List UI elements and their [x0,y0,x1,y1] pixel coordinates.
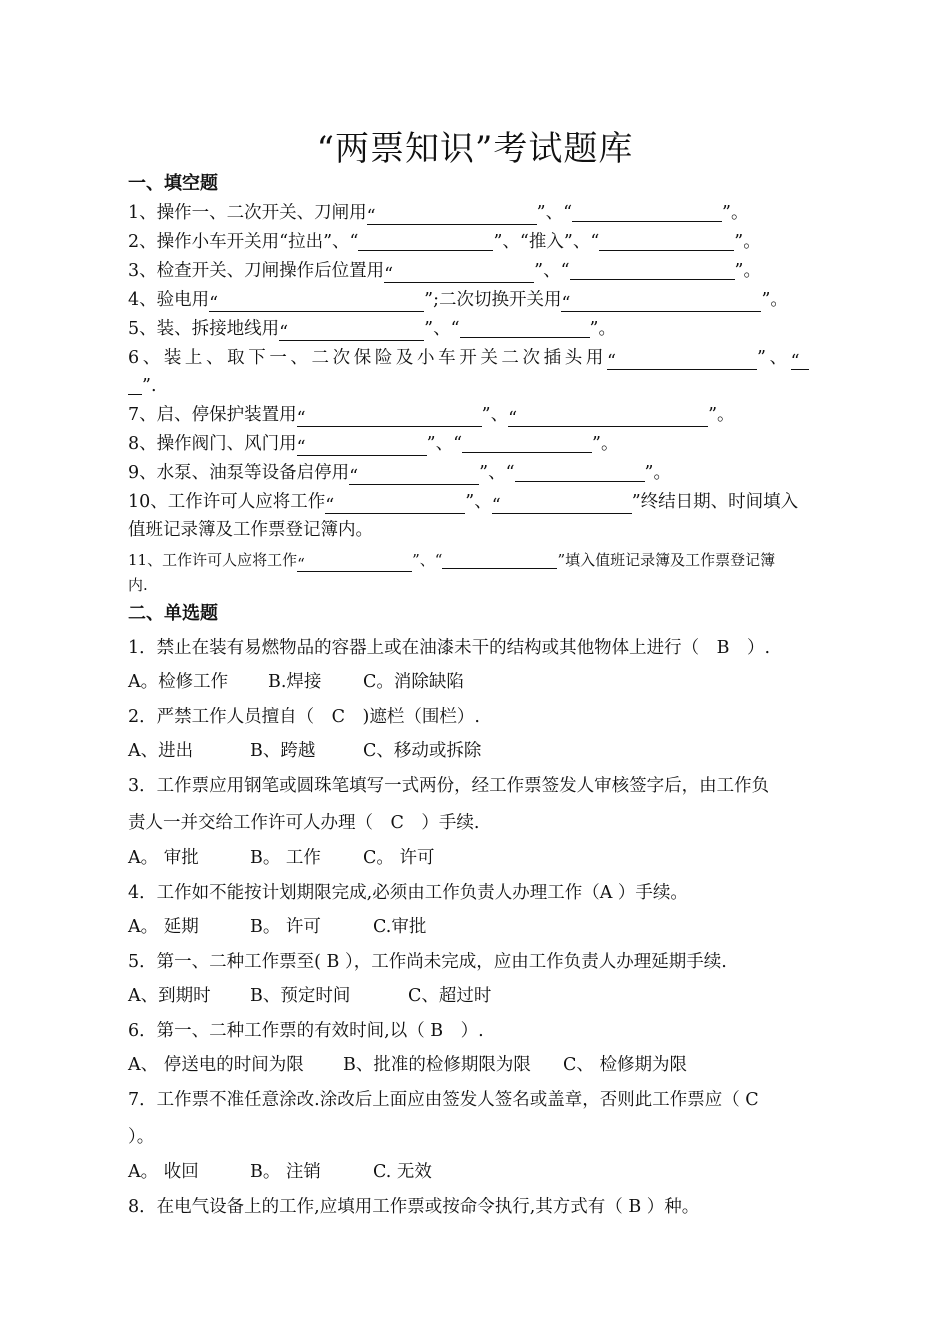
fill-question-3: 3、检查开关、刀闸操作后位置用“ ”、“ ”。 [128,261,761,285]
option-c: C、超过时 [408,986,492,1006]
answer-blank: “ [607,349,757,370]
choice-question-4: 4．工作如不能按计划期限完成,必须由工作负责人办理工作（A ）手续。 [128,883,688,903]
fill-question-2: 2、操作小车开关用“拉出”、“ ”、“推入”、“ ”。 [128,232,761,252]
answer-blank: “ [209,291,424,312]
option-a: A。 延期 [128,917,199,937]
fill-question-10-continued: 值班记录簿及工作票登记簿内。 [128,520,373,540]
option-b: B、批准的检修期限为限 [343,1055,531,1075]
answer-blank: “ [297,551,412,572]
choice-question-2: 2．严禁工作人员擅自（ C )遮栏（围栏）. [128,707,480,727]
choice-options-6 [128,1052,833,1078]
choice-options-1 [128,669,833,695]
answer-blank: “ [297,435,427,456]
choice-question-5: 5．第一、二种工作票至( B ），工作尚未完成，应由工作负责人办理延期手续. [128,952,727,972]
fill-question-9: 9、水泵、油泵等设备启停用“ ”、“ ”。 [128,463,671,487]
answer-blank [462,432,592,453]
option-b: B、跨越 [250,741,316,761]
answer-blank: “ [297,406,482,427]
fill-question-11-continued: 内. [128,576,148,594]
option-c: C。消除缺陷 [363,672,464,692]
option-c: C、 检修期为限 [563,1055,687,1075]
fill-question-7: 7、启、停保护装置用“ ”、“ ”。 [128,405,735,429]
answer-blank [358,230,493,251]
answer-blank [442,548,557,569]
fill-question-5: 5、装、拆接地线用“ ”、“ ”。 [128,319,616,343]
fill-question-11: 11、工作许可人应将工作“ ”、“ ”填入值班记录簿及工作票登记簿 [128,547,833,573]
option-b: B。 注销 [250,1162,321,1182]
choice-question-6: 6．第一、二种工作票的有效时间,以（ B ）. [128,1021,484,1041]
choice-options-5 [128,983,833,1009]
option-a: A、进出 [128,741,194,761]
option-b: B。 许可 [250,917,321,937]
answer-blank [599,230,734,251]
option-c: C、移动或拆除 [363,741,482,761]
page-title: “两票知识”考试题库 [316,129,634,169]
choice-question-1: 1．禁止在装有易燃物品的容器上或在油漆未干的结构或其他物体上进行（ B ）. [128,638,771,658]
answer-blank: “ [367,204,537,225]
option-c: C.审批 [373,917,427,937]
section-heading-single-choice: 二、单选题 [128,603,218,624]
choice-question-3: 3．工作票应用钢笔或圆珠笔填写一式两份，经工作票签发人审核签字后，由工作负 [128,776,770,796]
answer-blank: “ [325,493,465,514]
answer-blank: “ [508,406,708,427]
option-a: A。 审批 [128,848,199,868]
choice-options-7 [128,1159,833,1185]
fill-question-10: 10、工作许可人应将工作“ ”、“ ”终结日期、时间填入 [128,492,799,516]
option-b: B。 工作 [250,848,321,868]
choice-options-4 [128,914,833,940]
section-heading-fill-in: 一、填空题 [128,173,218,194]
answer-blank: “ [349,464,479,485]
answer-blank: “ [492,493,632,514]
option-c: C. 无效 [373,1162,432,1182]
option-a: A、 停送电的时间为限 [128,1055,304,1075]
option-c: C。 许可 [363,848,435,868]
answer-blank: “ [384,262,534,283]
choice-question-8: 8．在电气设备上的工作,应填用工作票或按命令执行,其方式有（ B ）种。 [128,1197,700,1217]
answer-blank [460,317,590,338]
option-a: A、到期时 [128,986,211,1006]
option-b: B、预定时间 [250,986,351,1006]
option-a: A。检修工作 [128,672,229,692]
answer-blank: “ [279,320,424,341]
fill-question-6: 6、装上、取下一、二次保险及小车开关二次插头用“ ”、“ [128,345,833,371]
fill-question-8: 8、操作阀门、风门用“ ”、“ ”。 [128,434,619,458]
answer-blank: “ [561,291,761,312]
answer-blank: “ [791,349,809,370]
answer-blank [515,461,645,482]
choice-question-3-continued: 责人一并交给工作许可人办理（ C ）手续. [128,813,480,833]
answer-blank [570,259,735,280]
option-a: A。 收回 [128,1162,199,1182]
fill-question-1: 1、操作一、二次开关、刀闸用“ ”、“ ”。 [128,203,749,227]
answer-blank [128,374,142,395]
answer-blank [572,201,722,222]
choice-question-7: 7．工作票不准任意涂改.涂改后上面应由签发人签名或盖章，否则此工作票应（ C [128,1090,759,1110]
fill-question-4: 4、验电用“ ”;二次切换开关用“ ”。 [128,290,788,314]
fill-question-6-continued: ”. [128,373,833,399]
option-b: B.焊接 [268,672,322,692]
choice-options-2 [128,738,833,764]
choice-question-7-continued: ）。 [128,1127,155,1147]
choice-options-3 [128,845,833,871]
